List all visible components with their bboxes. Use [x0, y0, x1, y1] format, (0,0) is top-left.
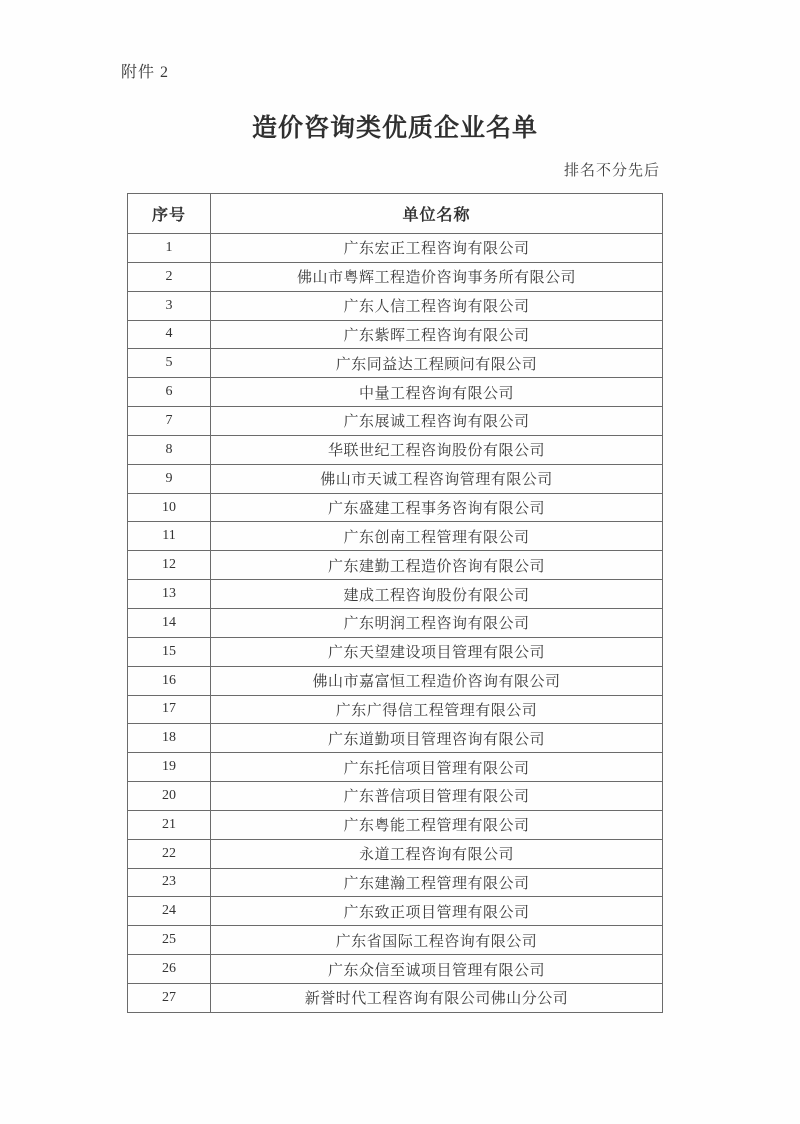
- row-index-cell: 18: [128, 724, 211, 753]
- ranking-note: 排名不分先后: [563, 163, 660, 179]
- table-row: [128, 753, 663, 782]
- table-row: [128, 378, 663, 407]
- company-table-header: [128, 194, 663, 234]
- col-header-name: 单位名称: [211, 194, 663, 234]
- row-index-cell: 16: [128, 666, 211, 695]
- row-index-cell: 17: [128, 695, 211, 724]
- row-index-cell: 8: [128, 435, 211, 464]
- row-index-cell: 10: [128, 493, 211, 522]
- company-table-body: [128, 234, 663, 1013]
- table-row: [128, 291, 663, 320]
- table-row: [128, 493, 663, 522]
- company-name-cell: 广东人信工程咨询有限公司: [211, 291, 663, 320]
- company-name-cell: 广东普信项目管理有限公司: [211, 782, 663, 811]
- row-index-cell: 22: [128, 839, 211, 868]
- table-row: [128, 695, 663, 724]
- company-name-cell: 广东致正项目管理有限公司: [211, 897, 663, 926]
- company-name-cell: 广东同益达工程顾问有限公司: [211, 349, 663, 378]
- row-index-cell: 20: [128, 782, 211, 811]
- row-index-cell: 3: [128, 291, 211, 320]
- table-row: [128, 320, 663, 349]
- row-index-cell: 24: [128, 897, 211, 926]
- company-name-cell: 广东建瀚工程管理有限公司: [211, 868, 663, 897]
- row-index-cell: 14: [128, 608, 211, 637]
- row-index-cell: 27: [128, 983, 211, 1012]
- company-table: [127, 193, 663, 1013]
- row-index-cell: 19: [128, 753, 211, 782]
- company-name-cell: 佛山市嘉富恒工程造价咨询有限公司: [211, 666, 663, 695]
- row-index-cell: 5: [128, 349, 211, 378]
- company-name-cell: 佛山市粤辉工程造价咨询事务所有限公司: [211, 262, 663, 291]
- table-row: [128, 839, 663, 868]
- row-index-cell: 2: [128, 262, 211, 291]
- table-row: [128, 580, 663, 609]
- page-title: 造价咨询类优质企业名单: [251, 115, 538, 142]
- table-row: [128, 608, 663, 637]
- table-row: [128, 464, 663, 493]
- row-index-cell: 12: [128, 551, 211, 580]
- table-row: [128, 551, 663, 580]
- table-row: [128, 522, 663, 551]
- table-row: [128, 983, 663, 1012]
- table-row: [128, 435, 663, 464]
- company-name-cell: 中量工程咨询有限公司: [211, 378, 663, 407]
- company-name-cell: 广东天望建设项目管理有限公司: [211, 637, 663, 666]
- company-name-cell: 建成工程咨询股份有限公司: [211, 580, 663, 609]
- company-name-cell: 广东盛建工程事务咨询有限公司: [211, 493, 663, 522]
- company-name-cell: 广东托信项目管理有限公司: [211, 753, 663, 782]
- table-row: [128, 724, 663, 753]
- company-name-cell: 广东宏正工程咨询有限公司: [211, 234, 663, 263]
- table-row: [128, 262, 663, 291]
- table-row: [128, 782, 663, 811]
- row-index-cell: 25: [128, 926, 211, 955]
- company-name-cell: 广东展诚工程咨询有限公司: [211, 407, 663, 436]
- table-row: [128, 637, 663, 666]
- table-row: [128, 234, 663, 263]
- row-index-cell: 13: [128, 580, 211, 609]
- table-row: [128, 868, 663, 897]
- row-index-cell: 21: [128, 810, 211, 839]
- row-index-cell: 9: [128, 464, 211, 493]
- row-index-cell: 15: [128, 637, 211, 666]
- company-name-cell: 广东明润工程咨询有限公司: [211, 608, 663, 637]
- header-row: [128, 194, 663, 234]
- company-name-cell: 广东创南工程管理有限公司: [211, 522, 663, 551]
- company-name-cell: 新誉时代工程咨询有限公司佛山分公司: [211, 983, 663, 1012]
- company-name-cell: 广东广得信工程管理有限公司: [211, 695, 663, 724]
- table-row: [128, 955, 663, 984]
- table-row: [128, 810, 663, 839]
- row-index-cell: 6: [128, 378, 211, 407]
- table-row: [128, 407, 663, 436]
- table-row: [128, 897, 663, 926]
- row-index-cell: 26: [128, 955, 211, 984]
- row-index-cell: 1: [128, 234, 211, 263]
- company-name-cell: 广东众信至诚项目管理有限公司: [211, 955, 663, 984]
- row-index-cell: 4: [128, 320, 211, 349]
- company-name-cell: 华联世纪工程咨询股份有限公司: [211, 435, 663, 464]
- company-name-cell: 广东省国际工程咨询有限公司: [211, 926, 663, 955]
- attachment-label: 附件 2: [121, 64, 170, 81]
- company-name-cell: 广东紫晖工程咨询有限公司: [211, 320, 663, 349]
- company-name-cell: 广东道勤项目管理咨询有限公司: [211, 724, 663, 753]
- company-name-cell: 永道工程咨询有限公司: [211, 839, 663, 868]
- row-index-cell: 7: [128, 407, 211, 436]
- row-index-cell: 23: [128, 868, 211, 897]
- col-header-index: 序号: [128, 194, 211, 234]
- row-index-cell: 11: [128, 522, 211, 551]
- table-row: [128, 666, 663, 695]
- table-row: [128, 349, 663, 378]
- company-name-cell: 广东粤能工程管理有限公司: [211, 810, 663, 839]
- table-row: [128, 926, 663, 955]
- company-name-cell: 广东建勤工程造价咨询有限公司: [211, 551, 663, 580]
- company-name-cell: 佛山市天诚工程咨询管理有限公司: [211, 464, 663, 493]
